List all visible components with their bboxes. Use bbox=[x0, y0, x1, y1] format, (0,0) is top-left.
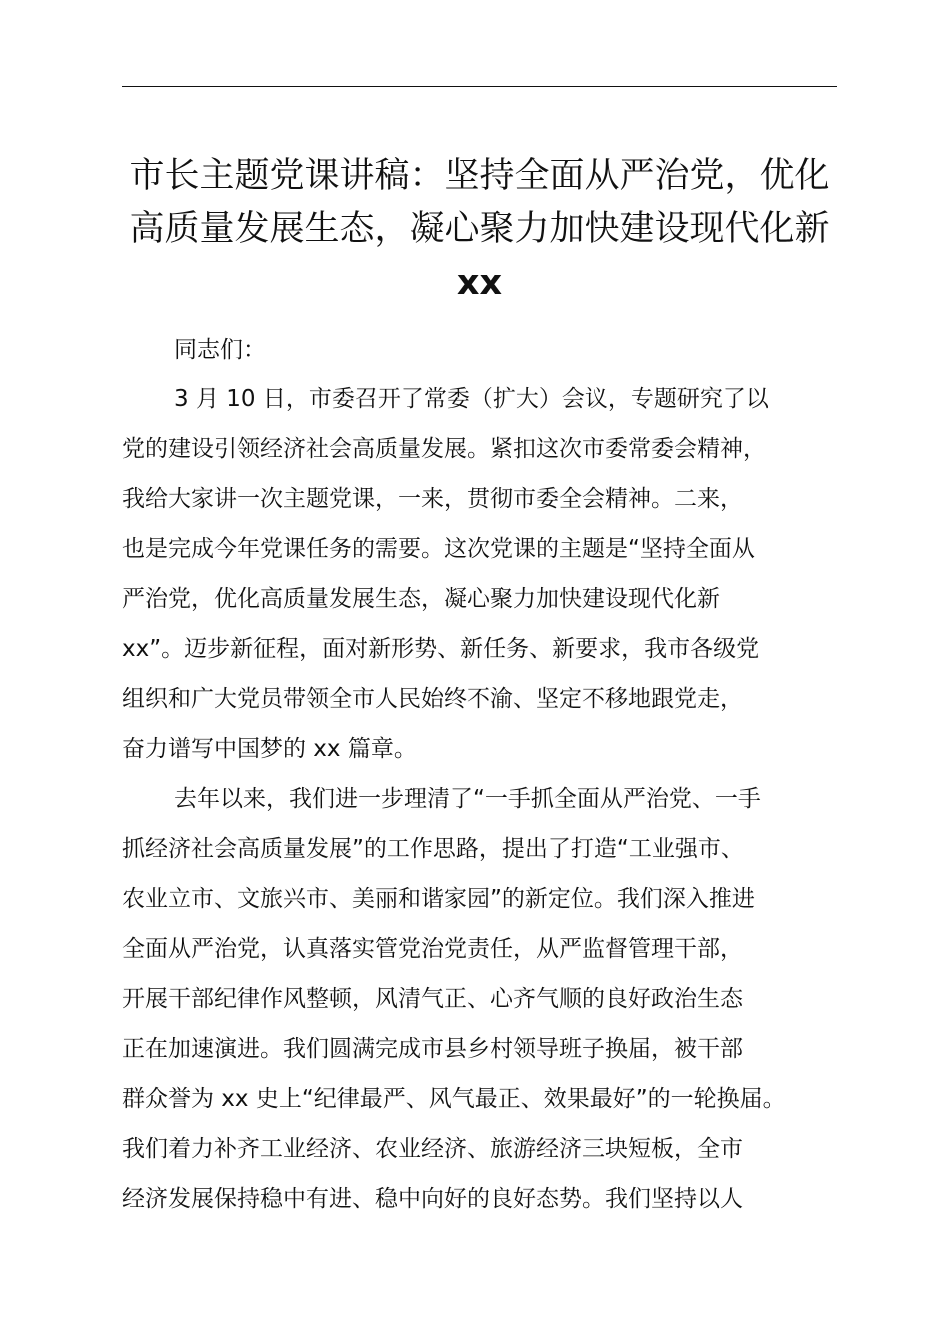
header-rule bbox=[122, 86, 837, 87]
title-line: 高质量发展生态，凝心聚力加快建设现代化新 bbox=[129, 209, 830, 249]
paragraph-1 bbox=[122, 374, 862, 774]
title-line: 市长主题党课讲稿：坚持全面从严治党，优化 bbox=[129, 156, 830, 196]
text-line: 严治党，优化高质量发展生态，凝心聚力加快建设现代化新 bbox=[122, 586, 720, 612]
document-title bbox=[118, 150, 841, 310]
text-line: 正在加速演进。我们圆满完成市县乡村领导班子换届，被干部 bbox=[122, 1036, 743, 1062]
text-line: 我们着力补齐工业经济、农业经济、旅游经济三块短板，全市 bbox=[122, 1136, 743, 1162]
text-line: 经济发展保持稳中有进、稳中向好的良好态势。我们坚持以人 bbox=[122, 1186, 743, 1212]
text-line: 农业立市、文旅兴市、美丽和谐家园”的新定位。我们深入推进 bbox=[122, 886, 755, 912]
text-line: 抓经济社会高质量发展”的工作思路，提出了打造“工业强市、 bbox=[122, 836, 744, 862]
text-line: 开展干部纪律作风整顿，风清气正、心齐气顺的良好政治生态 bbox=[122, 986, 743, 1012]
title-line: xx bbox=[456, 263, 503, 303]
text-line: 全面从严治党，认真落实管党治党责任，从严监督管理干部， bbox=[122, 936, 743, 962]
salutation: 同志们： bbox=[174, 337, 266, 363]
text-line: xx”。迈步新征程，面对新形势、新任务、新要求，我市各级党 bbox=[122, 636, 760, 662]
text-line: 我给大家讲一次主题党课，一来，贯彻市委全会精神。二来， bbox=[122, 486, 743, 512]
text-line: 党的建设引领经济社会高质量发展。紧扣这次市委常委会精神， bbox=[122, 436, 766, 462]
text-line: 组织和广大党员带领全市人民始终不渝、坚定不移地跟党走， bbox=[122, 686, 743, 712]
text-line: 也是完成今年党课任务的需要。这次党课的主题是“坚持全面从 bbox=[122, 536, 755, 562]
text-line: 群众誉为 xx 史上“纪律最严、风气最正、效果最好”的一轮换届。 bbox=[122, 1086, 786, 1112]
text-line: 去年以来，我们进一步理清了“一手抓全面从严治党、一手 bbox=[174, 786, 761, 812]
text-line: 奋力谱写中国梦的 xx 篇章。 bbox=[122, 736, 417, 762]
paragraph-2 bbox=[122, 774, 862, 1224]
text-line: 3 月 10 日，市委召开了常委（扩大）会议，专题研究了以 bbox=[174, 386, 769, 412]
